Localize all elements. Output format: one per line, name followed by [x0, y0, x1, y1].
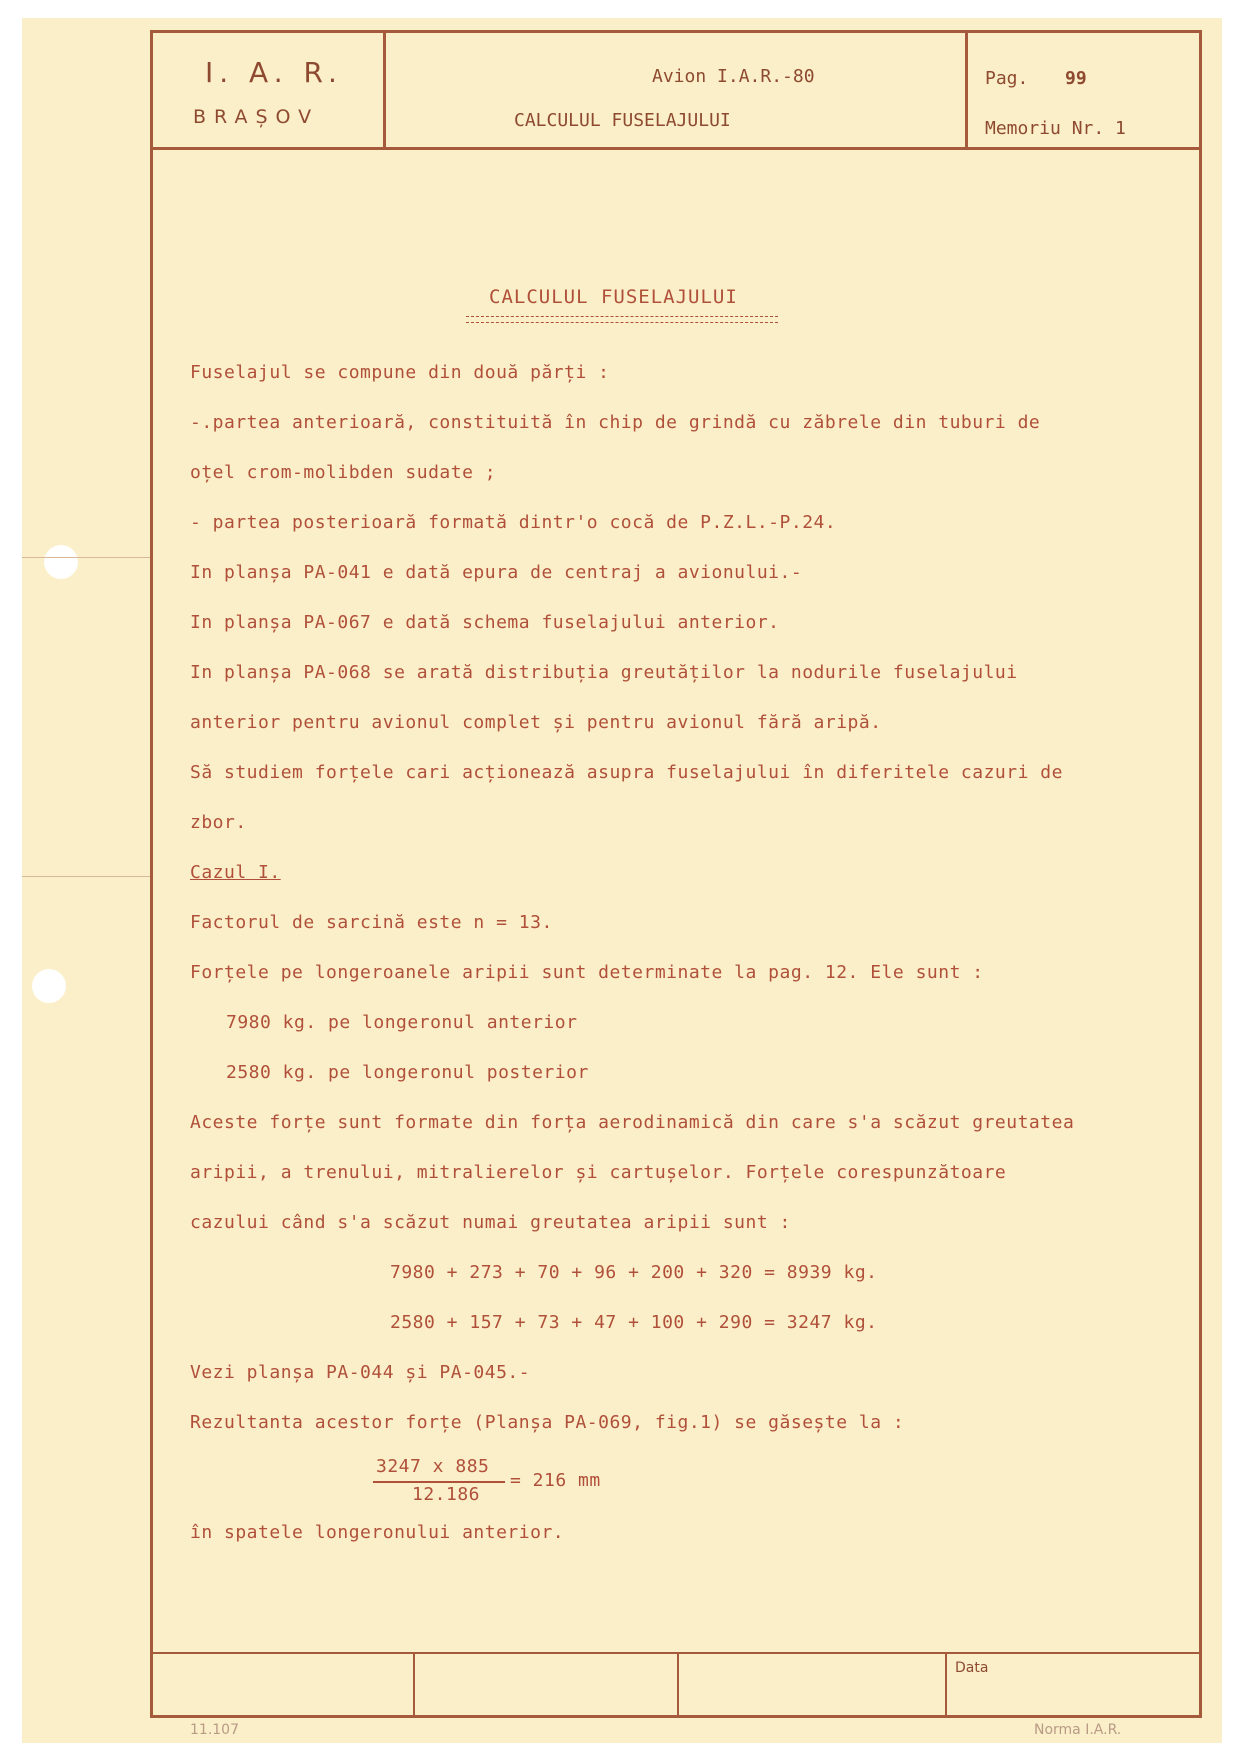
body-line: - partea posterioară formată dintr'o cocă de P.Z.L.-P.24.: [190, 512, 837, 533]
memo-label: Memoriu Nr. 1: [985, 118, 1126, 139]
footer-col-divider: [677, 1652, 679, 1718]
footer-col-divider: [945, 1652, 947, 1718]
body-line: Fuselajul se compune din două părți :: [190, 362, 610, 383]
fraction-numerator: 3247 x 885: [376, 1456, 490, 1477]
form-norm: Norma I.A.R.: [1034, 1722, 1122, 1738]
fraction-bar: [373, 1481, 505, 1483]
body-line: In planșa PA-068 se arată distribuția greutăților la nodurile fuselajului: [190, 662, 1018, 683]
closing-line: în spatele longeronului anterior.: [190, 1522, 565, 1543]
header-col-divider: [383, 30, 386, 147]
body-line: In planșa PA-067 e dată schema fuselajului anterior.: [190, 612, 780, 633]
equation: 7980 + 273 + 70 + 96 + 200 + 320 = 8939 kg.: [390, 1262, 878, 1283]
case-line: cazului când s'a scăzut numai greutatea aripii sunt :: [190, 1212, 791, 1233]
case-line: aripii, a trenului, mitralierelor și cartușelor. Forțele corespunzătoare: [190, 1162, 1007, 1183]
header-divider: [150, 147, 1202, 150]
page-label: Pag.: [985, 68, 1029, 89]
case-line: 7980 kg. pe longeronul anterior: [226, 1012, 578, 1033]
page-number: 99: [1065, 68, 1087, 89]
margin-mark: [22, 876, 150, 877]
punch-hole-bottom: [32, 969, 66, 1003]
footer-col-divider: [413, 1652, 415, 1718]
case-heading: Cazul I.: [190, 862, 281, 883]
case-line: Factorul de sarcină este n = 13.: [190, 912, 553, 933]
body-line: Vezi planșa PA-044 și PA-045.-: [190, 1362, 531, 1383]
title-underline: [466, 316, 778, 323]
fraction-denominator: 12.186: [412, 1484, 481, 1505]
body-line: anterior pentru avionul complet și pentru avionul fără aripă.: [190, 712, 882, 733]
case-line: Forțele pe longeroanele aripii sunt determinate la pag. 12. Ele sunt :: [190, 962, 984, 983]
form-code: 11.107: [190, 1722, 239, 1738]
header-col-divider: [965, 30, 968, 147]
footer-divider: [150, 1652, 1202, 1654]
body-line: In planșa PA-041 e dată epura de centraj a avionului.-: [190, 562, 803, 583]
subject-line-2: CALCULUL FUSELAJULUI: [514, 110, 731, 131]
body-line: Să studiem forțele cari acționează asupra fuselajului în diferitele cazuri de: [190, 762, 1063, 783]
body-line: oțel crom-molibden sudate ;: [190, 462, 497, 483]
punch-hole-top: [44, 545, 78, 579]
subject-line-1: Avion I.A.R.-80: [652, 66, 815, 87]
org-name: I. A. R.: [205, 56, 343, 89]
form-frame: [150, 30, 1202, 1718]
body-line: Rezultanta acestor forțe (Planșa PA-069, fig.1) se găsește la :: [190, 1412, 905, 1433]
date-label: Data: [955, 1660, 989, 1676]
case-line: Aceste forțe sunt formate din forța aerodinamică din care s'a scăzut greutatea: [190, 1112, 1075, 1133]
fraction-result: = 216 mm: [510, 1470, 601, 1491]
body-line: zbor.: [190, 812, 247, 833]
page-title: CALCULUL FUSELAJULUI: [489, 286, 738, 308]
body-line: -.partea anterioară, constituită în chip de grindă cu zăbrele din tuburi de: [190, 412, 1041, 433]
org-city: BRAȘOV: [193, 106, 320, 128]
margin-mark: [22, 557, 150, 558]
equation: 2580 + 157 + 73 + 47 + 100 + 290 = 3247 kg.: [390, 1312, 878, 1333]
case-line: 2580 kg. pe longeronul posterior: [226, 1062, 589, 1083]
